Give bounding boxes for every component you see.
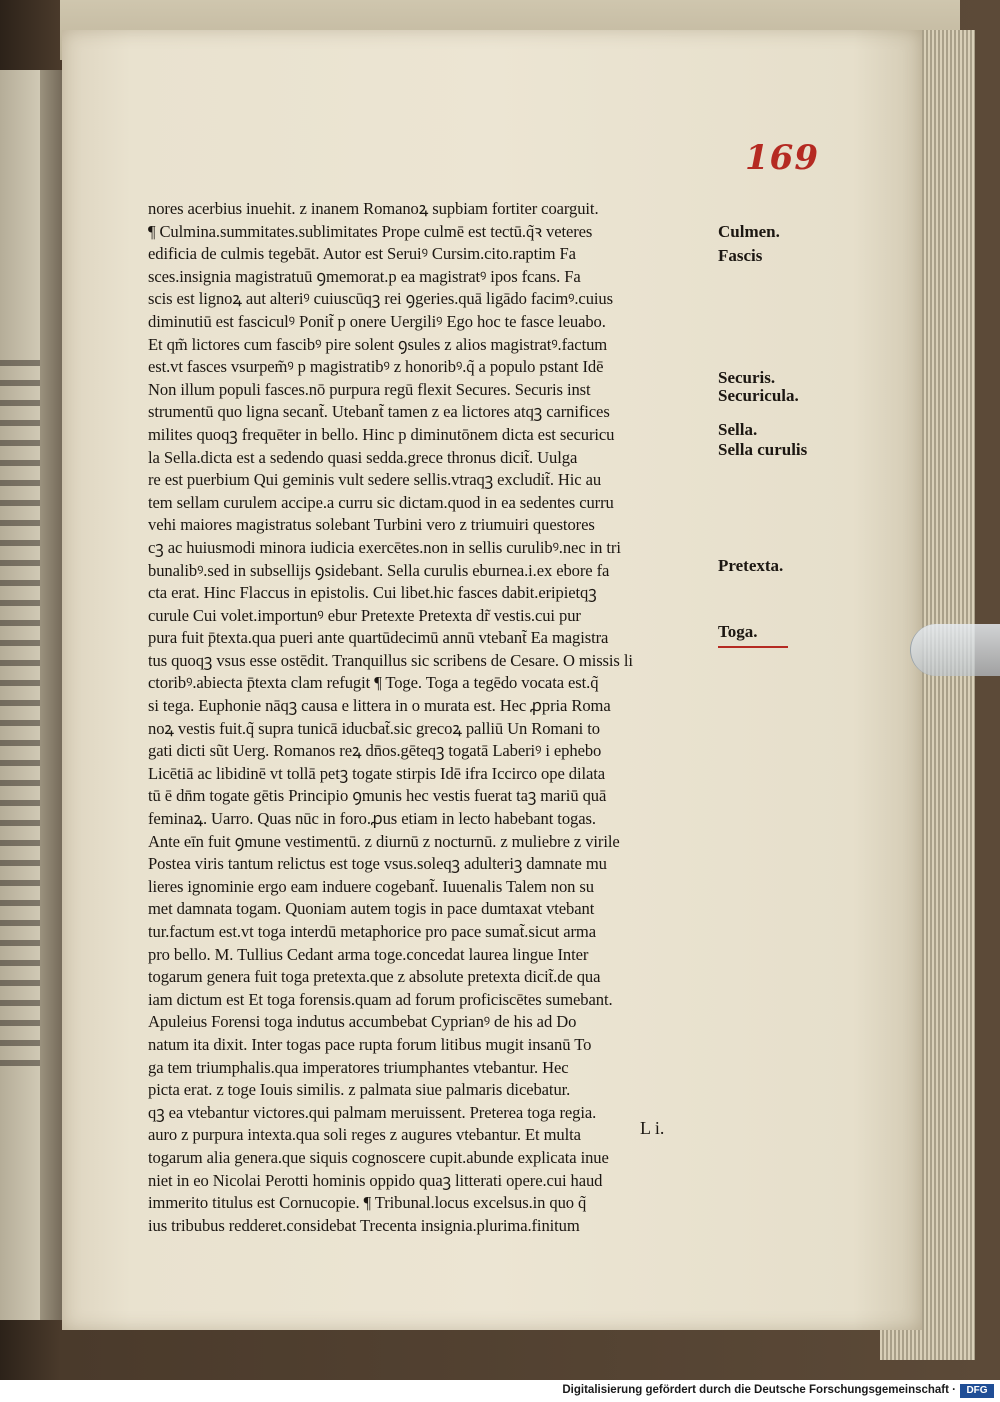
text-line: togarum genera fuit toga pretexta.que z absolute pretexta dicit̃.de qua	[148, 967, 601, 987]
text-line: est.vt fasces vsurpem̃ꝰ p magistratibꝰ z honoribꝰ.q̃ a populo pstant Idē	[148, 357, 604, 377]
text-line: ga tem triumphalis.qua imperatores triumphantes vtebantur. Hec	[148, 1057, 569, 1077]
margin-note-pretexta: Pretexta.	[718, 556, 784, 575]
text-line: edificia de culmis tegebāt. Autor est Seruiꝰ Cursim.cito.raptim Fa	[148, 244, 576, 264]
text-line: iam dictum est Et toga forensis.quam ad forum proficiscētes sumebant.	[148, 989, 613, 1009]
text-line: niet in eo Nicolai Perotti hominis oppido quaꝫ litterati opere.cui haud	[148, 1170, 603, 1190]
folio-number: 169	[745, 138, 819, 178]
text-line: togarum alia genera.que siquis cognoscere cupit.abunde explicata inue	[148, 1147, 609, 1167]
text-line: natum ita dixit. Inter togas pace rupta forum litibus mugit insanū To	[148, 1034, 592, 1054]
footer-bar	[0, 1380, 1000, 1402]
text-line: immerito titulus est Cornucopie. ¶ Tribunal.locus excelsus.in quo q̃	[148, 1193, 587, 1213]
text-line: tus quoqꝫ vsus esse ostēdit. Tranquillus sic scribens de Cesare. O missis li	[148, 650, 633, 670]
text-line: tur.factum est.vt toga interdū metaphorice pro pace sumat̃.sicut arma	[148, 922, 596, 941]
rubric-underline	[718, 646, 788, 648]
facing-page-text	[0, 360, 42, 1080]
text-line: milites quoqꝫ frequēter in bello. Hinc p diminutōnem dicta est securicu	[148, 424, 615, 444]
text-line: cꝫ ac huiusmodi minora iudicia exercētes.non in sellis curulibꝰ.nec in tri	[148, 537, 621, 557]
margin-note-sella-curulis: Sella curulis	[718, 440, 808, 459]
funding-credit: Digitalisierung gefördert durch die Deutsche Forschungsgemeinschaft ·	[562, 1384, 956, 1396]
text-line: scis est lignoꝝ aut alteriꝰ cuiuscūqꝫ rei ꝯgeries.quā ligādo facimꝰ.cuius	[148, 289, 613, 309]
text-line: Apuleius Forensi toga indutus accumbebat Cyprianꝰ de his ad Do	[148, 1012, 577, 1032]
text-line: lieres ignominie ergo eam induere cogebant̃. Iuuenalis Talem non su	[148, 876, 594, 896]
text-line: cta erat. Hinc Flaccus in epistolis. Cui libet.hic fasces dabit.eripietqꝫ	[148, 583, 597, 603]
text-line: picta erat. z toge Iouis similis. z palmata siue palmaris dicebatur.	[148, 1080, 571, 1100]
text-line: tū ē dn̄m togate gētis Principio ꝯmunis hec vestis fuerat taꝫ mariū quā	[148, 786, 607, 806]
signature-mark: L i.	[640, 1118, 665, 1138]
margin-note-securicula: Securicula.	[718, 386, 799, 405]
text-line: Non illum populi fasces.nō purpura regū flexit Secures. Securis inst	[148, 379, 591, 399]
text-line: curule Cui volet.importunꝰ ebur Pretexte Pretexta dr̃ vestis.cui pur	[148, 605, 581, 625]
text-line: met damnata togam. Quoniam autem togis in pace dumtaxat vtebant	[148, 899, 595, 919]
text-line: tem sellam curulem accipe.a curru sic dictam.quod in ea sedentes curru	[148, 492, 614, 512]
text-line: nores acerbius inuehit. z inanem Romanoꝝ supbiam fortiter coarguit.	[148, 199, 599, 218]
text-line: ctoribꝰ.abiecta p̄texta clam refugit ¶ Toge. Toga a tegēdo vocata est.q̃	[148, 673, 599, 693]
text-line: si tega. Euphonie nāqꝫ causa e littera in o murata est. Hec ꝓpria Roma	[148, 696, 611, 716]
text-line: re est puerbium Qui geminis vult sedere sellis.vtraqꝫ excludit̃. Hic au	[148, 470, 602, 490]
margin-note-sella: Sella.	[718, 420, 758, 439]
text-line: la Sella.dicta est a sedendo quasi sedda.grece thronus dicit̃. Uulga	[148, 447, 578, 467]
text-line: bunalibꝰ.sed in subsellijs ꝯsidebant. Sella curulis eburnea.i.ex ebore fa	[148, 560, 610, 580]
text-line: noꝝ vestis fuit.q̃ supra tunicā iducbat̃.sic grecoꝝ palliū Un Romani to	[148, 718, 600, 738]
text-line: Et qm̃ lictores cum fascibꝰ pire solent ꝯsules z alios magistratꝰ.factum	[148, 334, 608, 354]
text-line: vehi maiores magistratus solebant Turbini vero z triumuiri questores	[148, 515, 595, 535]
main-text-column	[148, 198, 730, 1237]
text-line: sces.insignia magistratuū ꝯmemorat.p ea magistratꝰ ipos fcans. Fa	[148, 266, 581, 286]
text-line: ius tribubus redderet.considebat Trecenta insignia.plurima.finitum	[148, 1215, 580, 1235]
text-line: qꝫ ea vtebantur victores.qui palmam meruissent. Preterea toga regia.	[148, 1102, 597, 1122]
text-line: auro z purpura intexta.qua soli reges z augures vtebantur. Et multa	[148, 1125, 581, 1145]
dfg-logo: DFG	[960, 1384, 994, 1398]
text-line: pura fuit p̄texta.qua pueri ante quartūdecimū annū vtebant̃ Ea magistra	[148, 628, 609, 648]
text-line: pro bello. M. Tullius Cedant arma toge.concedat laurea lingue Inter	[148, 944, 589, 964]
text-line: Ante eīn fuit ꝯmune vestimentū. z diurnū z nocturnū. z muliebre z virile	[148, 831, 620, 851]
text-line: feminaꝝ. Uarro. Quas nūc in foro.ꝓus etiam in lecto habebant togas.	[148, 809, 596, 829]
text-line: Postea viris tantum relictus est toge vsus.soleqꝫ adulteriꝫ damnate mu	[148, 854, 607, 874]
text-line: ¶ Culmina.summitates.sublimitates Prope culmē est tectū.q̃ꝛ veteres	[148, 221, 593, 241]
page-clamp	[910, 624, 1000, 676]
text-line: gati dicti sũt Uerg. Romanos reꝝ dn̄os.gēteqꝫ togatā Laberiꝰ i ephebo	[148, 741, 602, 761]
margin-note-fascis: Fascis	[718, 246, 763, 265]
margin-note-securis: Securis.	[718, 368, 776, 387]
text-line: diminutiū est fasciculꝰ Ponit̃ p onere Uergiliꝰ Ego hoc te fasce leuabo.	[148, 311, 606, 331]
margin-note-culmen: Culmen.	[718, 222, 780, 241]
text-line: Licētiā ac libidinē vt tollā petꝫ togate stirpis Idē ifra Iccirco ope dilata	[148, 763, 606, 783]
text-line: strumentū quo ligna secant̃. Utebant̃ tamen z ea lictores atqꝫ carnifices	[148, 402, 610, 422]
margin-note-toga: Toga.	[718, 622, 758, 641]
